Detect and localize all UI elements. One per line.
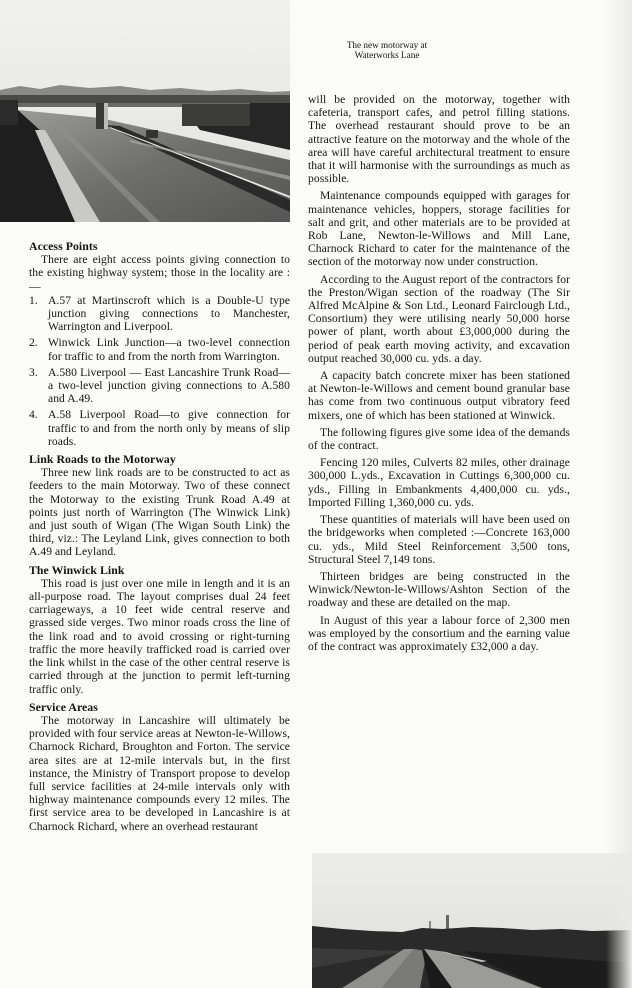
- list-item: [29, 366, 290, 406]
- paragraph: Fencing 120 miles, Culverts 82 miles, other drainage 300,000 L.yds., Excavation in Cuttings 6,300,000 cu. yds., Filling in Embankments 4,400,000 cu. yds., Imported Filling 1,360,000 cu. yds.: [308, 456, 570, 509]
- list-text: A.58 Liverpool Road—to give connection for traffic to and from the north only by means of slip roads.: [48, 408, 290, 448]
- heading-winwick-link: The Winwick Link: [29, 562, 125, 577]
- list-number: 1.: [29, 293, 38, 307]
- paragraph: will be provided on the motorway, together with cafeteria, transport cafes, and petrol filling stations. The overhead restaurant should prove to be an attractive feature on the motorway and the whole of the area will have careful architectural treatment to ensure that it will harmonise with the surroundings as much as possible.: [308, 93, 570, 186]
- list-text: Winwick Link Junction—a two-level connection for traffic to and from the north from Warrington.: [48, 336, 290, 363]
- paragraph: These quantities of materials will have been used on the bridgeworks when completed :—Concrete 163,000 cu. yds., Mild Steel Reinforcement 3,500 tons, Structural Steel 7,149 tons.: [308, 513, 570, 566]
- photo-motorway-bridge: [0, 0, 290, 222]
- photo-motorway-curve: [312, 853, 632, 988]
- heading-access-points: Access Points: [29, 239, 98, 253]
- caption-line-1: The new motorway at: [346, 40, 428, 50]
- paragraph: Maintenance compounds equipped with garages for maintenance vehicles, hoppers, storage facilities for salt and grit, and other materials are to be provided at Rob Lane, Newton-le-Willows and Mill Lane, Charnock Richard to cater for the maintenance of the section of the motorway now under construction.: [308, 189, 570, 269]
- paragraph: Thirteen bridges are being constructed in the Winwick/Newton-le-Willows/Ashton Section of the roadway and these are detailed on the map.: [308, 569, 570, 610]
- heading-link-roads: Link Roads to the Motorway: [29, 452, 176, 467]
- heading-service-areas: Service Areas: [29, 699, 98, 714]
- photo-caption: [312, 40, 462, 60]
- list-number: 4.: [29, 408, 38, 422]
- paragraph: In August of this year a labour force of 2,300 men was employed by the consortium and the earning value of the contract was approximately £32,000 a day.: [308, 613, 570, 653]
- winwick-link-text: This road is just over one mile in length and it is an all-purpose road. The layout comprises dual 24 feet carriageways, a 10 feet wide central reserve and grassed side verges. Two minor roads cross the line of the link road and to avoid crossing or right-turning traffic the more heavily trafficked road is carried over the link whilst in the case of the other central reserve is carried through at the junction to permit left-turning traffic only.: [29, 576, 290, 696]
- list-text: A.580 Liverpool — East Lancashire Trunk Road—a two-level junction giving connections to A.580 and A.49.: [48, 365, 290, 406]
- access-points-list: [29, 294, 290, 448]
- list-text: A.57 at Martinscroft which is a Double-U type junction giving connections to Manchester, Warrington and Liverpool.: [48, 293, 290, 334]
- caption-line-2: Waterworks Lane: [354, 50, 420, 60]
- service-areas-text: The motorway in Lancashire will ultimately be provided with four service areas at Newton-le-Willows, Charnock Richard, Broughton and Forton. The service area sites are at 12-mile intervals but, in the first instance, the Ministry of Transport propose to develop full service facilities at 24-mile intervals only with highway maintenance compounds every 12 miles. The first service area to be developed in Lancashire is at Charnock Richard, where an overhead restaurant: [29, 713, 290, 833]
- list-item: [29, 336, 290, 362]
- list-number: 3.: [29, 365, 38, 379]
- paragraph: According to the August report of the contractors for the Preston/Wigan section of the roadway (The Sir Alfred McAlpine & Son Ltd., Leonard Fairclough Ltd., Consortium) they were utilising nearly 50,000 horse power of plant, worth about £3,000,000 during the period of peak earth moving activity, and excavation output reached 30,000 cu. yds. a day.: [308, 272, 570, 365]
- paragraph: The following figures give some idea of the demands of the contract.: [308, 425, 570, 453]
- right-column: [308, 93, 570, 653]
- list-item: [29, 408, 290, 448]
- link-roads-text: Three new link roads are to be constructed to act as feeders to the main Motorway. Two of these connect the Motorway to the existing Trunk Road A.49 at points just north of Warrington (The Winwick Link) and just south of Wigan (The Wigan South Link) the third, viz.: The Leyland Link, gives connection to both A.49 and Leyland.: [29, 466, 290, 559]
- list-item: [29, 294, 290, 334]
- paragraph: A capacity batch concrete mixer has been stationed at Newton-le-Willows and cement bound granular base has come from two continuous output vibratory feed mixers, one of which has been stationed at Winwick.: [308, 369, 570, 422]
- access-points-intro: There are eight access points giving connection to the existing highway system; those in the locality are :—: [29, 253, 290, 293]
- left-column: [29, 240, 290, 833]
- page-edge-shadow: [606, 0, 632, 988]
- list-number: 2.: [29, 336, 38, 350]
